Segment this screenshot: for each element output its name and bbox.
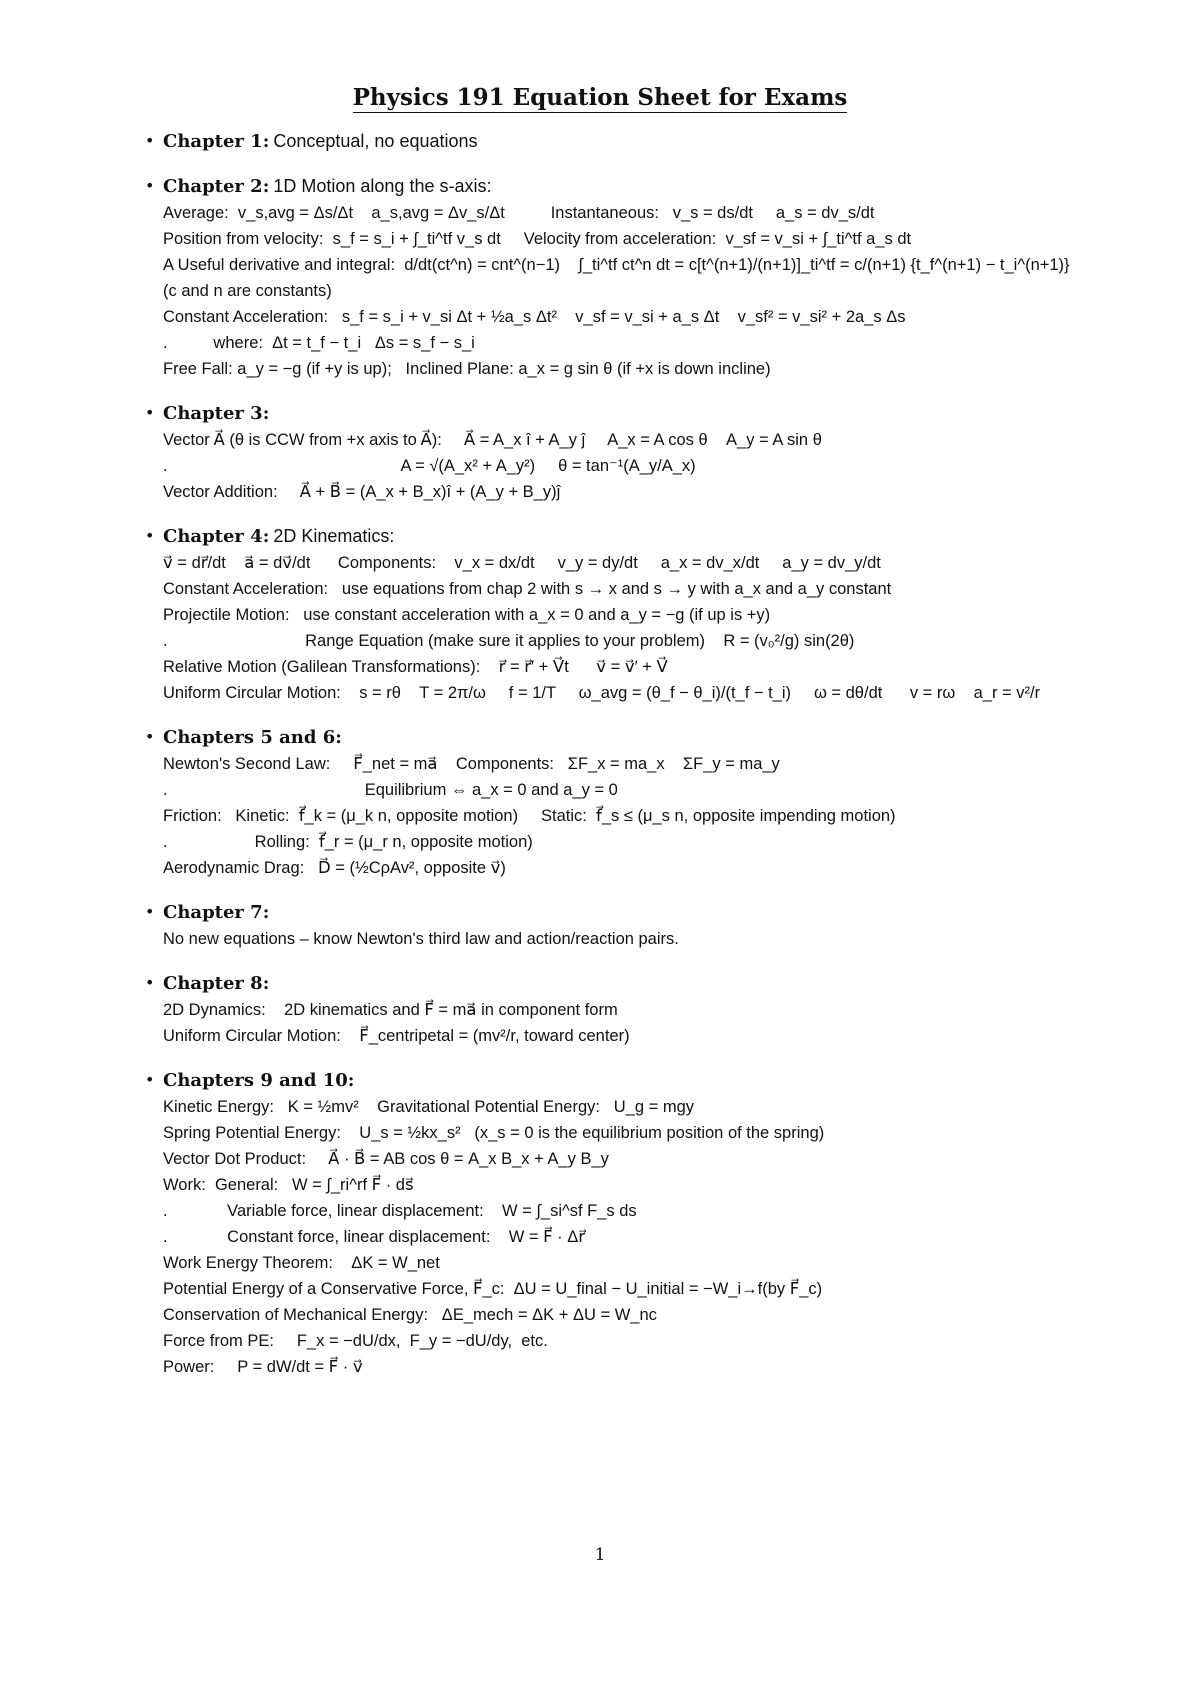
bullet-icon: • xyxy=(145,176,155,195)
equation-line: . Equilibrium ⇔ a_x = 0 and a_y = 0 xyxy=(163,781,618,799)
equation-line: Free Fall: a_y = −g (if +y is up); Inclined Plane: a_x = g sin θ (if +x is down incline) xyxy=(163,360,771,378)
equation-line: Force from PE: F_x = −dU/dx, F_y = −dU/dy, etc. xyxy=(163,1332,548,1350)
chapter-title: Chapters 5 and 6: xyxy=(163,727,342,748)
equation-line: Power: P = dW/dt = F⃗ · v⃗ xyxy=(163,1358,363,1376)
chapter-title: Chapter 3: xyxy=(163,403,270,424)
chapter-title: Chapters 9 and 10: xyxy=(163,1070,355,1091)
equation-line: Conservation of Mechanical Energy: ΔE_mech = ΔK + ΔU = W_nc xyxy=(163,1306,657,1324)
equation-line: Vector Addition: A⃗ + B⃗ = (A_x + B_x)î + (A_y + B_y)ĵ xyxy=(163,483,561,501)
equation-line: Relative Motion (Galilean Transformations): r⃗ = r⃗′ + V⃗t v⃗ = v⃗′ + V⃗ xyxy=(163,658,668,676)
equation-line: Projectile Motion: use constant acceleration with a_x = 0 and a_y = −g (if up is +y) xyxy=(163,606,771,624)
chapter-section xyxy=(145,970,1173,1049)
equation-line: . Variable force, linear displacement: W = ∫_si^sf F_s ds xyxy=(163,1202,637,1220)
equation-line: Uniform Circular Motion: s = rθ T = 2π/ω f = 1/T ω_avg = (θ_f − θ_i)/(t_f − t_i) ω = dθ/dt v = rω a_r = v²/r xyxy=(163,684,1041,702)
bullet-icon: • xyxy=(145,727,155,746)
bullet-icon: • xyxy=(145,526,155,545)
equation-line: Work: General: W = ∫_ri^rf F⃗ · ds⃗ xyxy=(163,1176,414,1194)
chapter-description: 1D Motion along the s-axis: xyxy=(273,176,492,196)
chapter-title: Chapter 7: xyxy=(163,902,270,923)
equation-line: Position from velocity: s_f = s_i + ∫_ti^tf v_s dt Velocity from acceleration: v_sf = v_si + ∫_ti^tf a_s dt xyxy=(163,230,912,248)
chapter-section xyxy=(145,724,1173,881)
equation-line: Average: v_s,avg = Δs/Δt a_s,avg = Δv_s/Δt Instantaneous: v_s = ds/dt a_s = dv_s/dt xyxy=(163,204,875,222)
bullet-icon: • xyxy=(145,902,155,921)
chapter-section xyxy=(145,523,1173,706)
bullet-icon: • xyxy=(145,973,155,992)
equation-line: Potential Energy of a Conservative Force, F⃗_c: ΔU = U_final − U_initial = −W_i→f(by F⃗_c) xyxy=(163,1280,823,1298)
equation-line: (c and n are constants) xyxy=(163,282,332,300)
equation-line: . Rolling: f⃗_r = (μ_r n, opposite motion) xyxy=(163,833,533,851)
chapter-title: Chapter 8: xyxy=(163,973,270,994)
chapter-heading xyxy=(145,400,1173,427)
equation-line: . where: Δt = t_f − t_i Δs = s_f − s_i xyxy=(163,334,475,352)
equation-line: Newton's Second Law: F⃗_net = ma⃗ Components: ΣF_x = ma_x ΣF_y = ma_y xyxy=(163,755,780,773)
equation-line: Constant Acceleration: use equations from chap 2 with s → x and s → y with a_x and a_y constant xyxy=(163,580,892,598)
equation-line: Spring Potential Energy: U_s = ½kx_s² (x_s = 0 is the equilibrium position of the spring) xyxy=(163,1124,825,1142)
equation-line: Friction: Kinetic: f⃗_k = (μ_k n, opposite motion) Static: f⃗_s ≤ (μ_s n, opposite impending motion) xyxy=(163,807,896,825)
equation-line: . A = √(A_x² + A_y²) θ = tan⁻¹(A_y/A_x) xyxy=(163,457,696,475)
equation-line: Vector A⃗ (θ is CCW from +x axis to A⃗): A⃗ = A_x î + A_y ĵ A_x = A cos θ A_y = A sin θ xyxy=(163,431,822,449)
chapter-title: Chapter 2: xyxy=(163,176,270,197)
chapter-list xyxy=(145,128,1173,1398)
chapter-description: Conceptual, no equations xyxy=(273,131,478,151)
equation-line: Work Energy Theorem: ΔK = W_net xyxy=(163,1254,440,1272)
chapter-section xyxy=(145,128,1173,155)
bullet-icon: • xyxy=(145,403,155,422)
equation-line: Kinetic Energy: K = ½mv² Gravitational Potential Energy: U_g = mgy xyxy=(163,1098,694,1116)
equation-line: v⃗ = dr⃗/dt a⃗ = dv⃗/dt Components: v_x = dx/dt v_y = dy/dt a_x = dv_x/dt a_y = dv_y/dt xyxy=(163,554,881,572)
equation-line: Constant Acceleration: s_f = s_i + v_si Δt + ½a_s Δt² v_sf = v_si + a_s Δt v_sf² = v_si² + 2a_s Δs xyxy=(163,308,906,326)
page-number: 1 xyxy=(594,1545,606,1565)
chapter-heading xyxy=(145,970,1173,997)
equation-line: . Constant force, linear displacement: W = F⃗ · Δr⃗ xyxy=(163,1228,586,1246)
bullet-icon: • xyxy=(145,1070,155,1089)
chapter-heading xyxy=(145,724,1173,751)
equation-line: Uniform Circular Motion: F⃗_centripetal = (mv²/r, toward center) xyxy=(163,1027,630,1045)
chapter-section xyxy=(145,1067,1173,1380)
chapter-section xyxy=(145,400,1173,505)
chapter-heading xyxy=(145,899,1173,926)
bullet-icon: • xyxy=(145,131,155,150)
equation-line: . Range Equation (make sure it applies to your problem) R = (v₀²/g) sin(2θ) xyxy=(163,632,855,650)
chapter-heading xyxy=(145,1067,1173,1094)
chapter-heading xyxy=(145,128,1173,155)
document-title: Physics 191 Equation Sheet for Exams xyxy=(352,84,848,111)
equation-line: No new equations – know Newton's third law and action/reaction pairs. xyxy=(163,930,679,948)
equation-line: 2D Dynamics: 2D kinematics and F⃗ = ma⃗ in component form xyxy=(163,1001,618,1019)
chapter-section xyxy=(145,899,1173,952)
equation-line: Vector Dot Product: A⃗ · B⃗ = AB cos θ = A_x B_x + A_y B_y xyxy=(163,1150,609,1168)
equation-line: A Useful derivative and integral: d/dt(ct^n) = cnt^(n−1) ∫_ti^tf ct^n dt = c[t^(n+1)/(n+1)]_ti^tf = c/(n+1) {t_f^(n+1) − t_i^(n+1)} xyxy=(163,256,1070,274)
chapter-title: Chapter 4: xyxy=(163,526,270,547)
chapter-description: 2D Kinematics: xyxy=(273,526,395,546)
chapter-heading xyxy=(145,523,1173,550)
chapter-title: Chapter 1: xyxy=(163,131,270,152)
chapter-section xyxy=(145,173,1173,382)
chapter-heading xyxy=(145,173,1173,200)
equation-line: Aerodynamic Drag: D⃗ = (½CρAv², opposite v⃗) xyxy=(163,859,506,877)
